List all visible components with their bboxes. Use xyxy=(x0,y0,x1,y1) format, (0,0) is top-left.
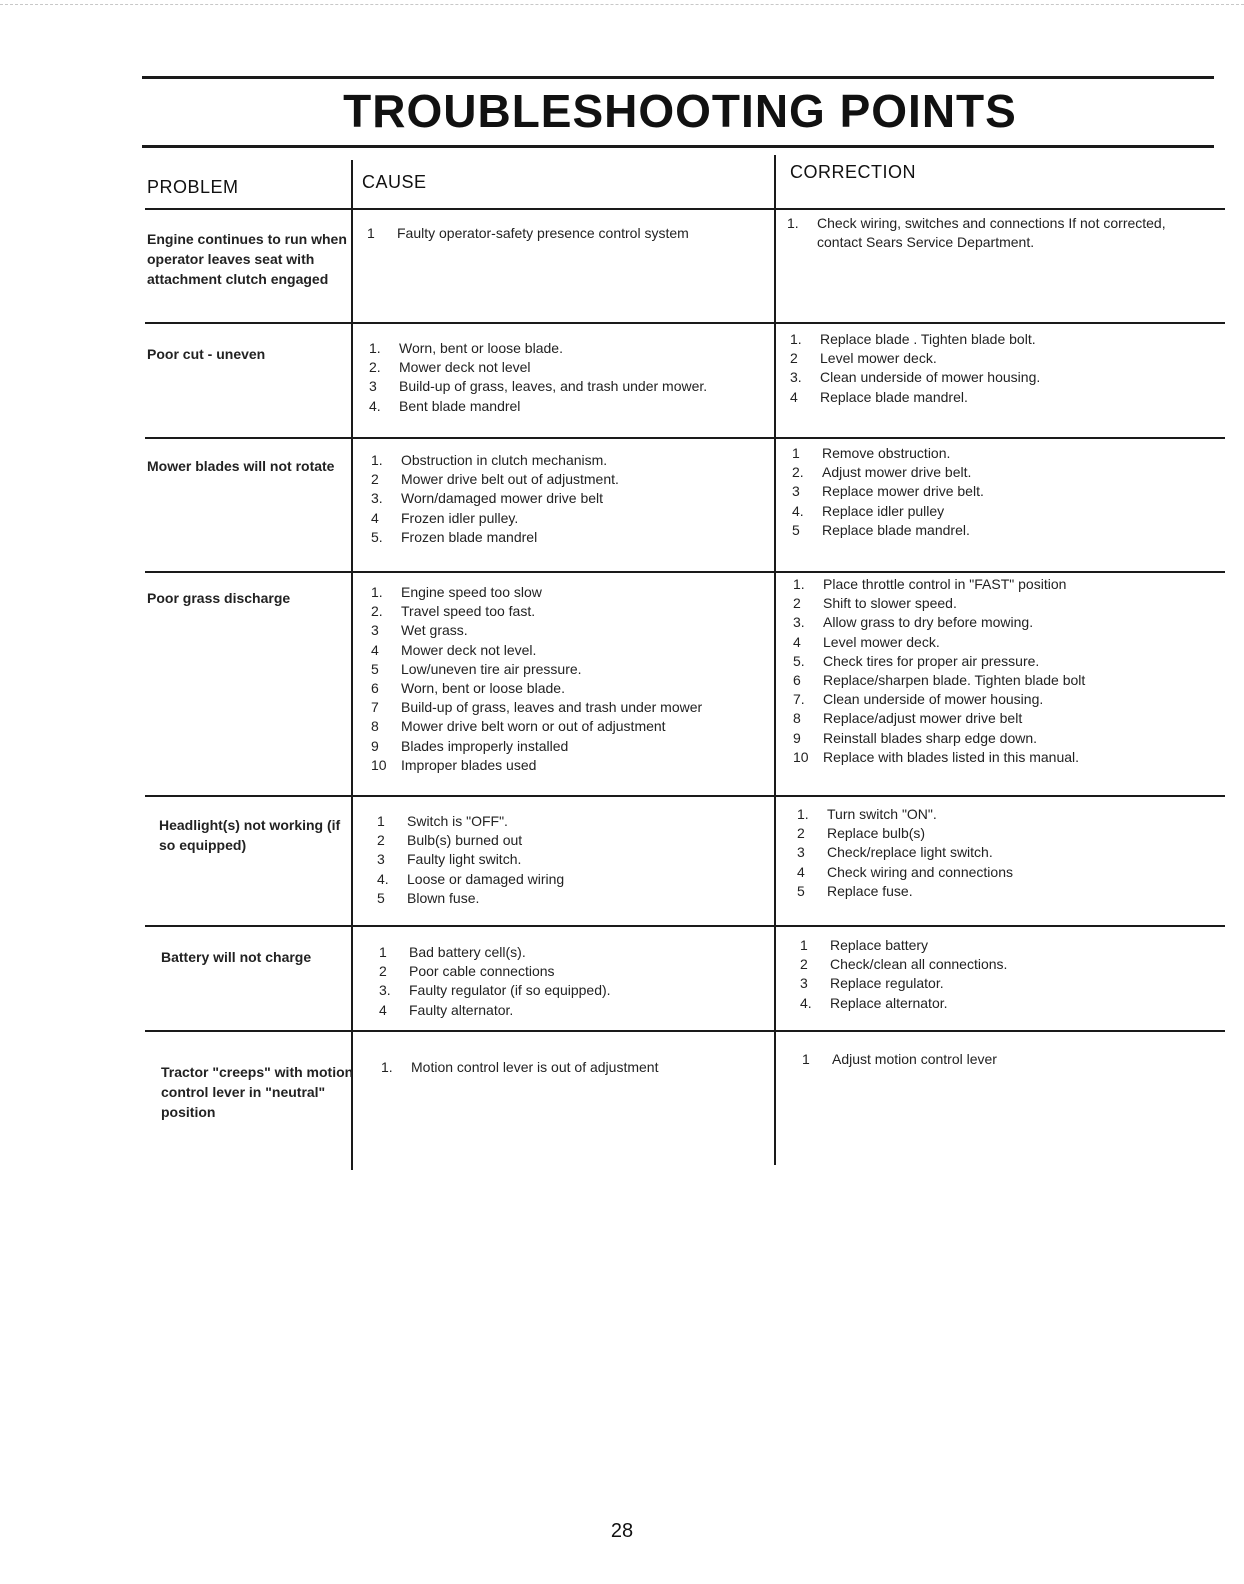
table-row xyxy=(145,795,1225,925)
page-number: 28 xyxy=(610,1520,634,1542)
correction-item: 6 Replace/sharpen blade. Tighten blade bolt xyxy=(793,672,1086,689)
cause-item: 4. Loose or damaged wiring xyxy=(377,870,565,887)
cause-item: 3. Worn/damaged mower drive belt xyxy=(371,490,604,507)
cause-item: 2 Mower drive belt out of adjustment. xyxy=(371,471,619,488)
cause-item: 4. Bent blade mandrel xyxy=(369,397,521,414)
cause-list xyxy=(377,812,564,908)
cause-item: 4 Frozen idler pulley. xyxy=(371,509,519,526)
cause-item: 6 Worn, bent or loose blade. xyxy=(371,680,565,697)
correction-item: 2 Replace bulb(s) xyxy=(797,825,926,842)
problem-text: Tractor "creeps" with motion control lever in "neutral" position xyxy=(161,1064,354,1120)
cause-item: 8 Mower drive belt worn or out of adjustment xyxy=(371,718,666,735)
cause-item: 1. Worn, bent or loose blade. xyxy=(369,340,563,356)
cause-item: 1 Faulty operator-safety presence control system xyxy=(367,225,689,241)
cause-item: 3 Build-up of grass, leaves, and trash under mower. xyxy=(369,378,708,395)
row-separator xyxy=(145,322,1225,324)
correction-item: 1. Replace blade . Tighten blade bolt. xyxy=(790,331,1036,347)
correction-list xyxy=(793,575,1085,767)
cause-item: 9 Blades improperly installed xyxy=(371,737,569,754)
correction-item: 3. Allow grass to dry before mowing. xyxy=(793,614,1034,631)
correction-item: 1. Check wiring, switches and connections If not corrected, contact Sears Service Department. xyxy=(787,215,1166,251)
correction-item: 2. Adjust mower drive belt. xyxy=(792,464,972,481)
cause-list xyxy=(367,224,689,243)
correction-item: 10 Replace with blades listed in this manual. xyxy=(793,748,1080,765)
cause-item: 1. Obstruction in clutch mechanism. xyxy=(371,452,608,468)
problem-text: Poor cut - uneven xyxy=(147,346,266,362)
cause-item: 3 Wet grass. xyxy=(371,622,468,639)
cause-item: 1. Engine speed too slow xyxy=(371,584,542,600)
correction-list xyxy=(792,444,984,540)
row-separator xyxy=(145,571,1225,573)
correction-list xyxy=(800,936,1007,1013)
correction-list xyxy=(797,805,1013,901)
table-row xyxy=(145,208,1225,318)
row-separator xyxy=(145,1030,1225,1032)
title-top-rule xyxy=(142,76,1214,79)
table-row xyxy=(145,571,1225,791)
correction-item: 5. Check tires for proper air pressure. xyxy=(793,652,1040,669)
scan-edge-line xyxy=(0,4,1244,6)
correction-item: 5 Replace fuse. xyxy=(797,882,913,899)
header-problem: PROBLEM xyxy=(147,177,239,197)
problem-text: Mower blades will not rotate xyxy=(147,458,335,474)
correction-list xyxy=(790,330,1040,407)
cause-item: 5 Low/uneven tire air pressure. xyxy=(371,660,582,677)
correction-item: 5 Replace blade mandrel. xyxy=(792,521,970,538)
correction-item: 3 Replace regulator. xyxy=(800,975,944,992)
cause-list xyxy=(379,943,611,1020)
cause-item: 5. Frozen blade mandrel xyxy=(371,528,538,545)
cause-list xyxy=(369,339,707,416)
correction-item: 1 Remove obstruction. xyxy=(792,445,951,461)
correction-item: 2 Level mower deck. xyxy=(790,350,937,367)
header-correction: CORRECTION xyxy=(790,162,916,182)
problem-text: Poor grass discharge xyxy=(147,590,291,606)
problem-text: Headlight(s) not working (if so equipped) xyxy=(159,817,341,853)
cause-item: 2 Poor cable connections xyxy=(379,963,555,980)
cause-item: 1. Motion control lever is out of adjustment xyxy=(381,1059,659,1075)
cause-item: 1 Bad battery cell(s). xyxy=(379,944,526,960)
cause-item: 2. Travel speed too fast. xyxy=(371,603,536,620)
cause-list xyxy=(381,1058,658,1077)
header-cause: CAUSE xyxy=(362,172,427,192)
title-bottom-rule xyxy=(142,145,1214,148)
cause-item: 7 Build-up of grass, leaves and trash under mower xyxy=(371,699,703,716)
correction-item: 4. Replace idler pulley xyxy=(792,502,945,519)
cause-list xyxy=(371,583,702,775)
correction-item: 9 Reinstall blades sharp edge down. xyxy=(793,729,1038,746)
correction-item: 4 Replace blade mandrel. xyxy=(790,388,968,405)
correction-item: 3 Check/replace light switch. xyxy=(797,844,993,861)
row-separator xyxy=(145,795,1225,797)
correction-item: 7. Clean underside of mower housing. xyxy=(793,691,1044,708)
row-separator xyxy=(145,208,1225,210)
table-row xyxy=(145,925,1225,1030)
correction-item: 1. Turn switch "ON". xyxy=(797,806,937,822)
cause-list xyxy=(371,451,619,547)
correction-item: 4. Replace alternator. xyxy=(800,994,948,1011)
table-row xyxy=(145,322,1225,432)
correction-item: 2 Shift to slower speed. xyxy=(793,595,957,612)
cause-item: 3. Faulty regulator (if so equipped). xyxy=(379,982,611,999)
row-separator xyxy=(145,437,1225,439)
cause-item: 10 Improper blades used xyxy=(371,756,537,773)
correction-item: 4 Check wiring and connections xyxy=(797,863,1013,880)
table-row xyxy=(145,1030,1225,1170)
correction-item: 1 Replace battery xyxy=(800,937,929,953)
correction-list xyxy=(802,1050,997,1069)
cause-item: 5 Blown fuse. xyxy=(377,889,480,906)
page-title: TROUBLESHOOTING POINTS xyxy=(343,85,1017,137)
cause-item: 2. Mower deck not level xyxy=(369,359,531,376)
cause-item: 2 Bulb(s) burned out xyxy=(377,832,523,849)
cause-item: 4 Mower deck not level. xyxy=(371,641,537,658)
cause-item: 1 Switch is "OFF". xyxy=(377,813,508,829)
correction-list xyxy=(787,214,1167,252)
cause-item: 3 Faulty light switch. xyxy=(377,851,522,868)
row-separator xyxy=(145,925,1225,927)
correction-item: 1. Place throttle control in "FAST" position xyxy=(793,576,1067,592)
correction-item: 1 Adjust motion control lever xyxy=(802,1051,997,1067)
problem-text: Battery will not charge xyxy=(161,949,312,965)
cause-item: 4 Faulty alternator. xyxy=(379,1001,514,1018)
problem-text: Engine continues to run when operator leaves seat with attachment clutch engaged xyxy=(147,231,347,287)
correction-item: 8 Replace/adjust mower drive belt xyxy=(793,710,1023,727)
correction-item: 4 Level mower deck. xyxy=(793,633,940,650)
correction-item: 3. Clean underside of mower housing. xyxy=(790,369,1041,386)
correction-item: 3 Replace mower drive belt. xyxy=(792,483,984,500)
correction-item: 2 Check/clean all connections. xyxy=(800,956,1008,973)
table-row xyxy=(145,437,1225,567)
